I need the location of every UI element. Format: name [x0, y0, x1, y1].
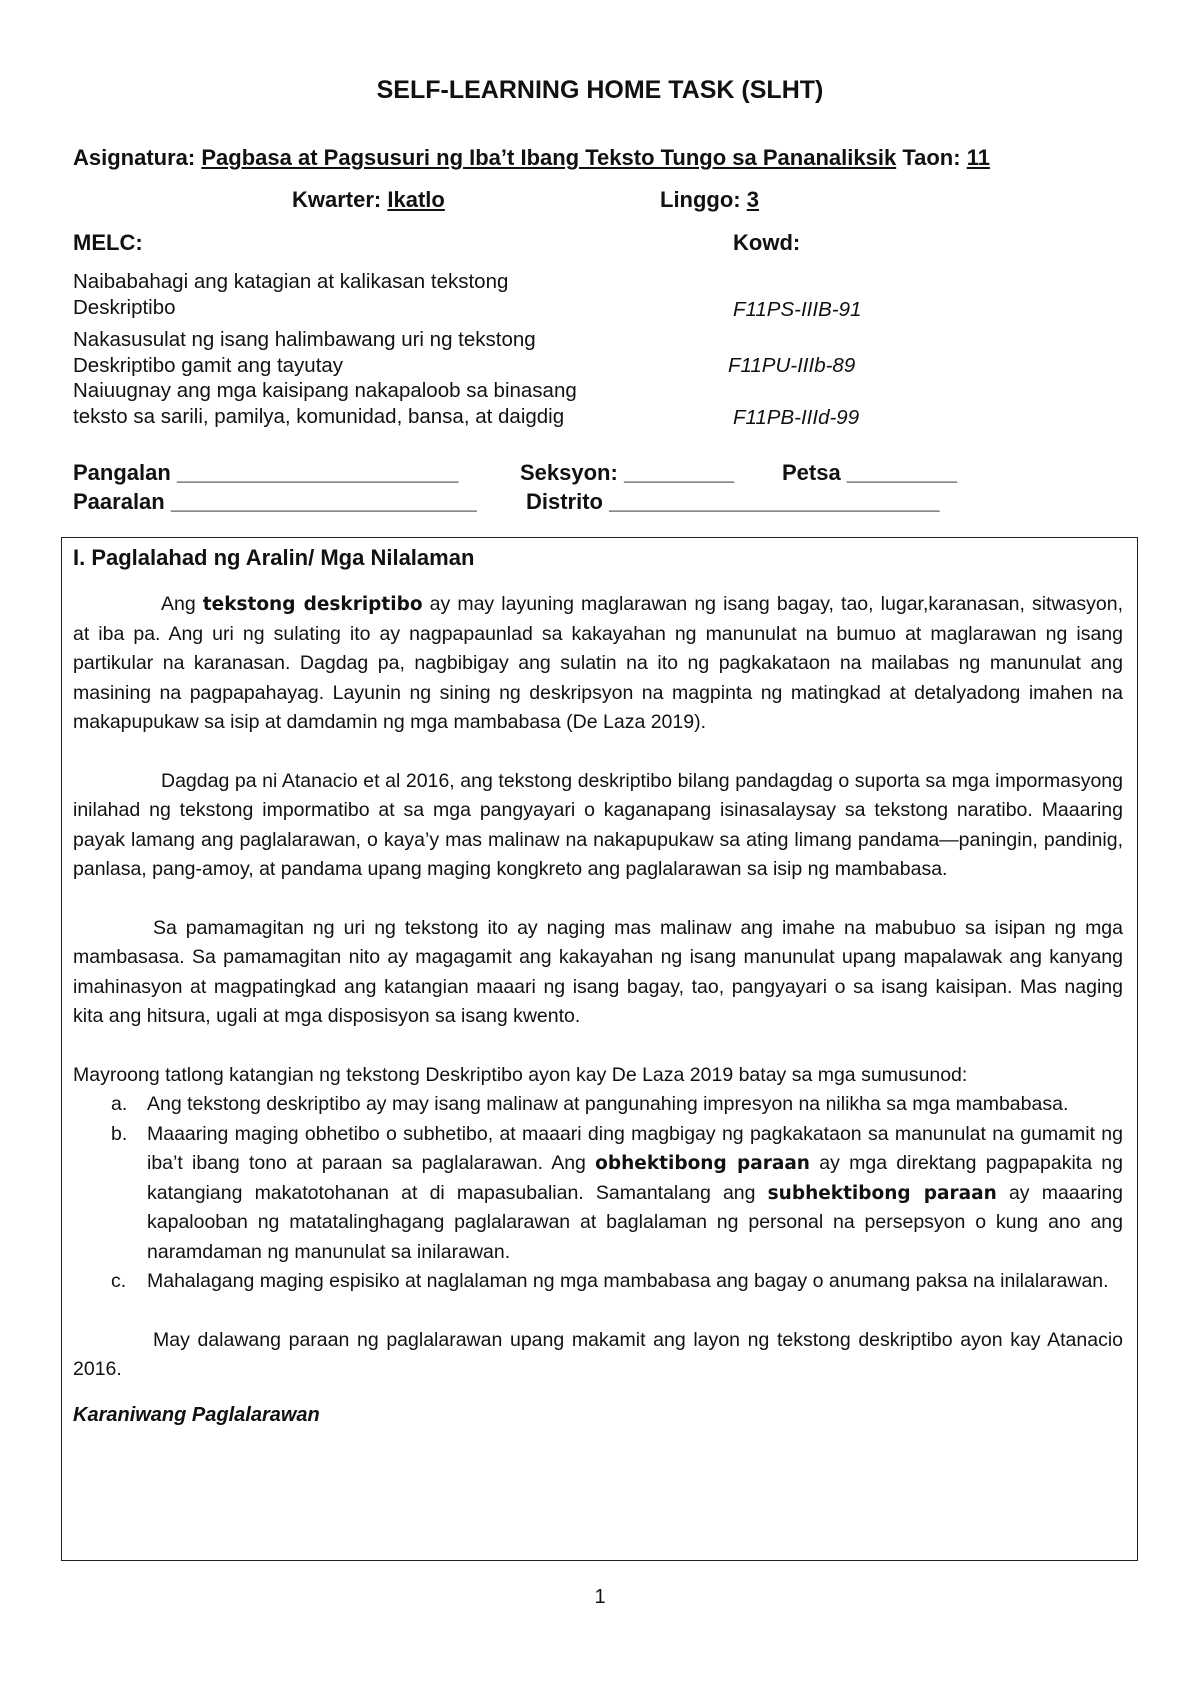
p1-bold-term: tekstong deskriptibo: [202, 594, 423, 615]
list-text-b2: ay mga direktang pagpapakita ng katangiang makatotohanan at di mapasubalian. Samantalang ang: [147, 1152, 1123, 1204]
paragraph-2: Dagdag pa ni Atanacio et al 2016, ang tekstong deskriptibo bilang pandagdag o suporta sa mga impormasyong inilahad ng tekstong impormatibo at sa mga pangyayari o kaganapang isinasalaysay sa tekstong naratibo. Maaaring payak lamang ang paglalarawan, o kaya’y mas malinaw na nakapupukaw sa ating limang pandama—paningin, pandinig, panlasa, pang-amoy, at pandama upang maging kongkreto ang paglalarawan sa isip ng mambabasa.: [73, 769, 1123, 880]
list-item-a: [111, 1090, 1123, 1120]
taon-label: Taon:: [902, 145, 961, 170]
kwarter-value: Ikatlo: [387, 187, 445, 212]
asignatura-label: Asignatura:: [73, 145, 196, 170]
melc-label: MELC:: [73, 230, 143, 255]
list-text-b1: Maaaring maging obhetibo o subhetibo, at maaari ding magbigay ng pagkakataon sa manunulat na gumamit ng iba’t ibang tono at paraan sa paglalarawan. Ang: [147, 1122, 1123, 1174]
list-marker-a: a.: [111, 1093, 128, 1115]
melc-item-3: [73, 378, 577, 430]
petsa-blank[interactable]: _________: [846, 460, 957, 485]
list-text-a: Ang tekstong deskriptibo ay may isang malinaw at pangunahing impresyon na nilikha sa mga mambabasa.: [147, 1093, 1069, 1115]
paaralan-field: [73, 489, 477, 515]
list-text-c: Mahalagang maging espisiko at naglalaman ng mga mambabasa ang bagay o anumang paksa na inilalarawan.: [147, 1270, 1109, 1292]
list-marker-c: c.: [111, 1270, 127, 1292]
paaralan-blank[interactable]: _________________________: [170, 489, 477, 514]
melc-item-1: [73, 269, 508, 321]
melc-item-1-line1: Naibabahagi ang katagian at kalikasan tekstong: [73, 270, 509, 293]
distrito-label: Distrito: [526, 489, 603, 514]
petsa-label: Petsa: [782, 460, 841, 485]
list-item-b: [111, 1120, 1124, 1268]
subheading-karaniwang-paglalarawan: Karaniwang Paglalarawan: [73, 1403, 320, 1426]
lesson-content-box: [61, 537, 1138, 1561]
characteristics-list: [73, 1090, 1123, 1297]
document-title: SELF-LEARNING HOME TASK (SLHT): [376, 76, 824, 104]
taon-value: 11: [966, 145, 990, 170]
melc-item-2-line2: Deskriptibo gamit ang tayutay: [73, 354, 344, 377]
pangalan-field: [73, 460, 458, 486]
melc-item-3-line1: Naiuugnay ang mga kaisipang nakapaloob sa binasang: [73, 379, 577, 402]
seksyon-blank[interactable]: _________: [623, 460, 735, 485]
pangalan-blank[interactable]: _______________________: [176, 460, 459, 485]
paragraph-4: Mayroong tatlong katangian ng tekstong Deskriptibo ayon kay De Laza 2019 batay sa mga sumusunod:: [73, 1063, 968, 1086]
kwarter-field: [292, 187, 445, 213]
asignatura-line: [73, 145, 990, 171]
linggo-label: Linggo:: [660, 187, 741, 212]
asignatura-value: Pagbasa at Pagsusuri ng Iba’t Ibang Teksto Tungo sa Pananaliksik: [201, 145, 897, 170]
list-bold-obhektibo: obhektibong paraan: [595, 1153, 810, 1174]
distrito-blank[interactable]: ___________________________: [609, 489, 940, 514]
kwarter-label: Kwarter:: [292, 187, 382, 212]
list-text-b3: ay maaaring kapalooban ng matatalinghagang paglalarawan at baglalaman ng personal na persepsyon o kung ano ang naramdaman ng manunulat sa inilarawan.: [147, 1181, 1124, 1263]
p1-pre: Ang: [161, 593, 203, 615]
seksyon-label: Seksyon:: [520, 460, 618, 485]
linggo-value: 3: [746, 187, 760, 212]
lesson-content: [73, 544, 1123, 1430]
linggo-field: [660, 187, 759, 213]
melc-item-3-code: F11PB-IIId-99: [733, 406, 860, 429]
list-item-c: [111, 1267, 1123, 1297]
seksyon-field: [520, 460, 734, 486]
melc-item-3-line2: teksto sa sarili, pamilya, komunidad, bansa, at daigdig: [73, 405, 565, 428]
p1-post: ay may layuning maglarawan ng isang bagay, tao, lugar,karanasan, sitwasyon, at iba pa. Ang uri ng sulating ito ay nagpapaunlad sa kakayahan ng manunulat na bumuo at maglarawan ng isang partikular na karanasan. Dagdag pa, nagbibigay ang sulatin na ito ng pagkakataon na mailabas ng manunulat ang masining na pagpapahayag. Layunin ng sining ng deskripsyon na magpinta ng matingkad at detalyadong imahen na makapupukaw sa isip at damdamin ng mga mambabasa (De Laza 2019).: [73, 593, 1123, 733]
melc-item-2: [73, 327, 536, 379]
page-number: 1: [594, 1586, 606, 1608]
section-title: I. Paglalahad ng Aralin/ Mga Nilalaman: [73, 545, 475, 570]
list-bold-subhektibo: subhektibong paraan: [767, 1182, 997, 1204]
melc-item-2-line1: Nakasusulat ng isang halimbawang uri ng tekstong: [73, 328, 536, 351]
distrito-field: [526, 489, 939, 515]
pangalan-label: Pangalan: [73, 460, 171, 485]
kowd-label: Kowd:: [733, 230, 801, 255]
paragraph-1: [73, 590, 1123, 738]
melc-item-1-line2: Deskriptibo: [73, 296, 176, 319]
list-marker-b: b.: [111, 1122, 128, 1145]
melc-item-2-code: F11PU-IIIb-89: [728, 354, 856, 377]
melc-item-1-code: F11PS-IIIB-91: [733, 298, 862, 321]
paragraph-5: May dalawang paraan ng paglalarawan upang makamit ang layon ng tekstong deskriptibo ayon kay Atanacio 2016.: [73, 1328, 1123, 1380]
paragraph-3: Sa pamamagitan ng uri ng tekstong ito ay naging mas malinaw ang imahe na mabubuo sa isipan ng mga mambasasa. Sa pamamagitan nito ay magagamit ang kakayahan ng isang manunulat upang mapalawak ang kanyang imahinasyon at magpatingkad ang katangian maaari ng isang bagay, tao, pangyayari o sa isang kaisipan. Mas naging kita ang hitsura, ugali at mga disposisyon sa isang kwento.: [73, 916, 1123, 1027]
petsa-field: [782, 460, 957, 486]
paaralan-label: Paaralan: [73, 489, 165, 514]
